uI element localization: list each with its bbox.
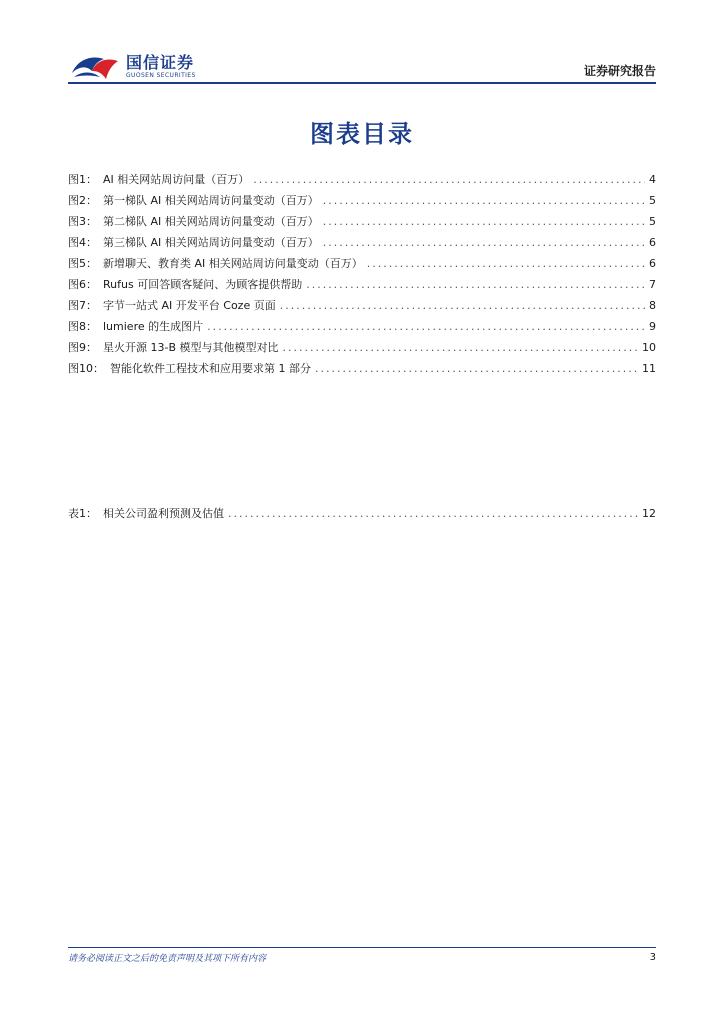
page-title: 图表目录 (310, 120, 414, 148)
toc-entry-page: 8 (649, 299, 656, 312)
toc-entry-page: 7 (649, 278, 656, 291)
toc-entry-figure-5[interactable] (68, 255, 656, 276)
toc-leader-dots (315, 362, 638, 375)
toc-entry-page: 9 (649, 320, 656, 333)
toc-entry-label: 图5： (68, 257, 97, 270)
logo-chinese-name: 国信证券 (126, 53, 195, 72)
toc-entry-label: 图3： (68, 215, 97, 228)
toc-entry-figure-6[interactable] (68, 276, 656, 297)
toc-entry-figure-10[interactable] (68, 360, 656, 381)
toc-entry-figure-7[interactable] (68, 297, 656, 318)
toc-entry-page: 5 (649, 215, 656, 228)
table-list (68, 505, 656, 526)
toc-entry-label: 图10： (68, 362, 104, 375)
toc-entry-page: 12 (642, 507, 656, 520)
footer-divider (68, 947, 656, 948)
logo-english-name: GUOSEN SECURITIES (126, 72, 196, 79)
toc-entry-label: 表1： (68, 507, 97, 520)
toc-entry-figure-3[interactable] (68, 213, 656, 234)
toc-entry-figure-8[interactable] (68, 318, 656, 339)
toc-entry-page: 5 (649, 194, 656, 207)
page-header (68, 50, 656, 84)
toc-entry-label: 图7： (68, 299, 97, 312)
toc-entry-label: 图8： (68, 320, 97, 333)
toc-entry-label: 图4： (68, 236, 97, 249)
toc-entry-title: 第一梯队 AI 相关网站周访问量变动（百万） (103, 194, 319, 207)
toc-entry-label: 图1： (68, 173, 97, 186)
toc-entry-figure-1[interactable] (68, 171, 656, 192)
toc-leader-dots (283, 341, 638, 354)
toc-leader-dots (253, 173, 645, 186)
toc-leader-dots (323, 215, 645, 228)
toc-entry-label: 图2： (68, 194, 97, 207)
toc-leader-dots (228, 507, 638, 520)
toc-entry-title: lumiere 的生成图片 (103, 320, 204, 333)
toc-entry-page: 11 (642, 362, 656, 375)
toc-entry-title: 第二梯队 AI 相关网站周访问量变动（百万） (103, 215, 319, 228)
toc-leader-dots (280, 299, 645, 312)
toc-entry-table-1[interactable] (68, 505, 656, 526)
toc-entry-page: 10 (642, 341, 656, 354)
toc-entry-title: 星火开源 13-B 模型与其他模型对比 (103, 341, 279, 354)
report-type-label: 证券研究报告 (583, 64, 656, 78)
toc-entry-title: 新增聊天、教育类 AI 相关网站周访问量变动（百万） (103, 257, 363, 270)
toc-entry-title: AI 相关网站周访问量（百万） (103, 173, 250, 186)
footer-disclaimer: 请务必阅读正文之后的免责声明及其项下所有内容 (68, 954, 267, 964)
header-divider (68, 82, 656, 84)
toc-leader-dots (367, 257, 645, 270)
toc-entry-label: 图9： (68, 341, 97, 354)
toc-leader-dots (323, 194, 645, 207)
figure-list (68, 171, 656, 381)
toc-leader-dots (306, 278, 645, 291)
toc-leader-dots (323, 236, 645, 249)
toc-entry-title: Rufus 可回答顾客疑问、为顾客提供帮助 (103, 278, 303, 291)
guosen-logo-icon (68, 51, 122, 83)
page-number: 3 (649, 952, 656, 963)
toc-entry-page: 4 (649, 173, 656, 186)
toc-entry-title: 第三梯队 AI 相关网站周访问量变动（百万） (103, 236, 319, 249)
toc-entry-figure-9[interactable] (68, 339, 656, 360)
toc-entry-figure-4[interactable] (68, 234, 656, 255)
guosen-logo (68, 50, 196, 84)
toc-entry-figure-2[interactable] (68, 192, 656, 213)
toc-entry-title: 字节一站式 AI 开发平台 Coze 页面 (103, 299, 276, 312)
toc-entry-title: 相关公司盈利预测及估值 (103, 507, 224, 520)
toc-entry-label: 图6： (68, 278, 97, 291)
toc-entry-page: 6 (649, 236, 656, 249)
toc-leader-dots (207, 320, 645, 333)
toc-entry-title: 智能化软件工程技术和应用要求第 1 部分 (110, 362, 311, 375)
toc-entry-page: 6 (649, 257, 656, 270)
